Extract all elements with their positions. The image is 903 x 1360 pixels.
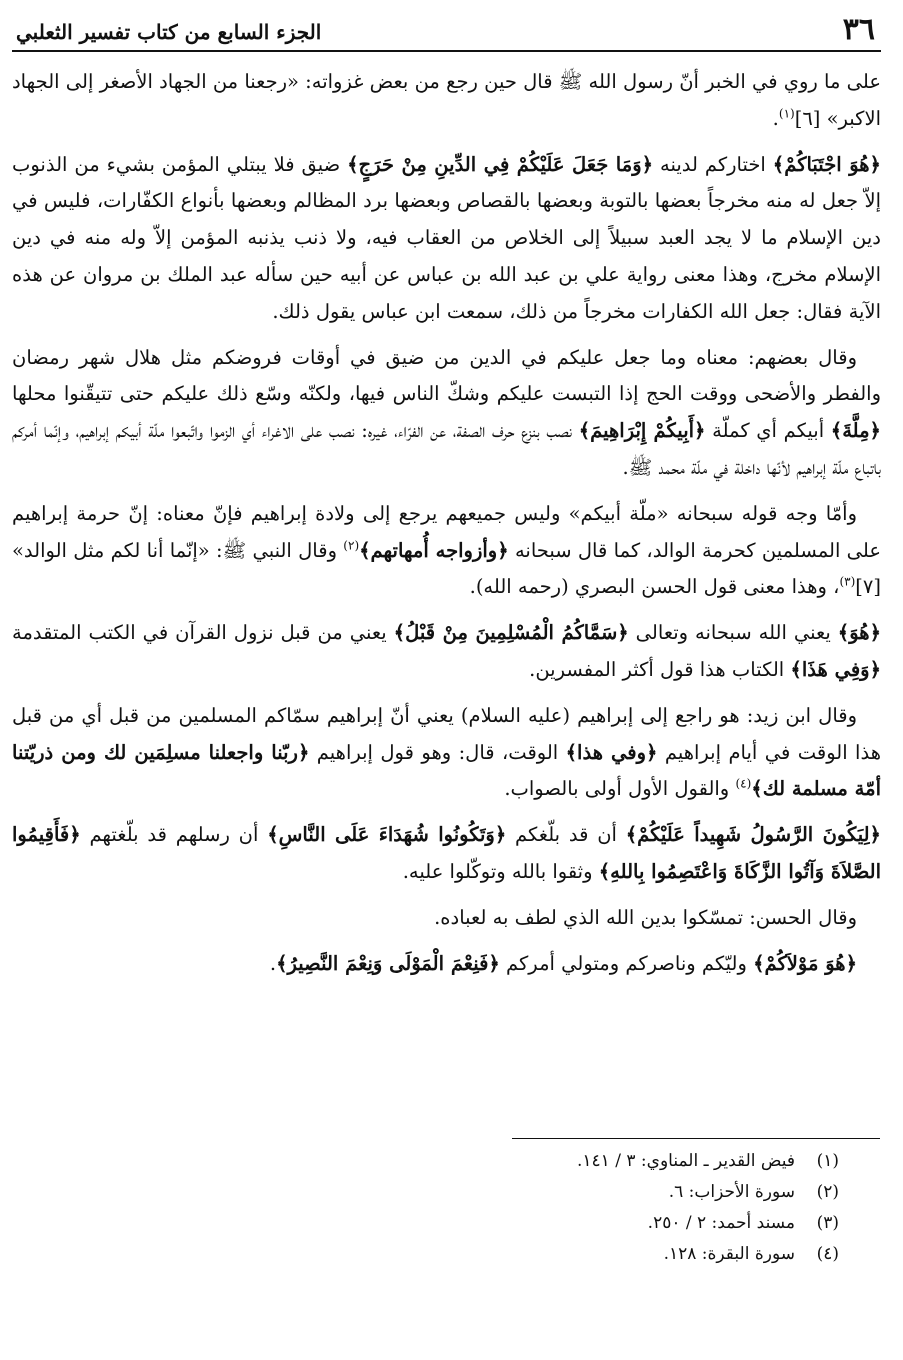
paragraph (12, 946, 881, 983)
text-run: الوقت، قال: وهو قول إبراهيم (309, 740, 566, 764)
quran-quote: ﴿هُوَ﴾ (837, 621, 881, 645)
text-run: وقال ابن زيد: هو راجع إلى إبراهيم (عليه السلام) يعني أنّ إبراهيم سمّاكم المسلمين من قبل أي من قبل هذا الوقت في أيام إبراهيم (12, 703, 881, 764)
quran-quote: ﴿هُوَ مَوْلاَكُمْ﴾ (753, 951, 857, 975)
text-run: نصب بنزع حرف الصفة، عن الفرّاء، غيره: نصب على الاغراء أي الزموا واتّبعوا ملّة أبيكم إبراهيم، وإنّما أمركم باتباع ملّة إبراهيم لأنّها داخلة في ملّة محمد ﷺ. (12, 419, 881, 479)
text-run: وليّكم وناصركم ومتولي أمركم (499, 951, 754, 975)
footnote-number: (٤) (816, 1244, 839, 1264)
paragraph (12, 698, 881, 808)
paragraph (12, 340, 881, 487)
text-run: . (772, 106, 779, 130)
text-run: أبيكم أي كملّة (705, 419, 831, 443)
text-run: والقول الأول أولى بالصواب. (504, 777, 736, 801)
footnote-divider (512, 1138, 880, 1139)
text-run: وثقوا بالله وتوكّلوا عليه. (402, 859, 599, 883)
footnote-number: (٣) (816, 1213, 839, 1233)
paragraph (12, 817, 881, 891)
bold-quote: ﴿ربّنا واجعلنا مسلِمَين لك ومن ذريّتنا أمّة مسلمة لك﴾ (12, 740, 881, 801)
quran-quote: ﴿سَمَّاكُمُ الْمُسْلِمِينَ مِنْ قَبْلُ﴾ (393, 621, 629, 645)
footnotes (300, 1146, 839, 1270)
footnote-ref: (٢) (343, 538, 360, 553)
footnote (300, 1208, 839, 1239)
text-run: ، وهذا معنى قول الحسن البصري (رحمه الله). (469, 575, 840, 599)
paragraph (12, 147, 881, 331)
footnote-ref: (٤) (735, 776, 752, 791)
footnote (300, 1177, 839, 1208)
text-run: اختاركم لدينه (653, 152, 773, 176)
running-title: الجزء السابع من كتاب تفسير الثعلبي (16, 20, 322, 44)
footnote (300, 1146, 839, 1177)
footnote-ref: (١) (778, 106, 795, 121)
footnote-number: (٢) (816, 1182, 839, 1202)
text-run: يعني من قبل نزول القرآن في الكتب المتقدمة (12, 621, 394, 645)
text-run: الكتاب هذا قول أكثر المفسرين. (529, 657, 791, 681)
quran-quote: ﴿فَنِعْمَ الْمَوْلَى وَنِعْمَ النَّصِيرُ﴾ (276, 951, 500, 975)
page-number: ٣٦ (842, 12, 875, 47)
text-run: أن رسلهم قد بلّغتهم (80, 823, 268, 847)
quran-quote: ﴿هُوَ اجْتَبَاكُمْ﴾ (772, 152, 881, 176)
text-run: أن قد بلّغكم (506, 823, 626, 847)
text-run: وقال بعضهم: معناه وما جعل عليكم في الدين من ضيق في أوقات فروضكم مثل هلال شهر رمضان والفطر والأضحى ووقت الحج إذا التبست عليكم وشكّ الناس فيها، ولكنّه وسّع ذلك عليكم حتى تتيقّنوا محلها (12, 345, 881, 406)
quran-quote: ﴿وَفِي هَذَا﴾ (790, 657, 881, 681)
text-run: يعني الله سبحانه وتعالى (628, 621, 838, 645)
quran-quote: ﴿وَمَا جَعَلَ عَلَيْكُمْ فِي الدِّينِ مِنْ حَرَجٍ﴾ (347, 152, 654, 176)
footnote-ref: (٣) (839, 574, 856, 589)
quran-quote: ﴿فَأَقِيمُوا الصَّلاَةَ وَآتُوا الزَّكَاةَ وَاعْتَصِمُوا بِاللهِ﴾ (12, 823, 881, 883)
text-run: وقال النبي ﷺ: «إنّما أنا لكم مثل الوالد» [٧] (12, 538, 881, 599)
footnote-text: سورة الأحزاب: ٦. (668, 1182, 795, 1202)
text-run: وأمّا وجه قوله سبحانه «ملّة أبيكم» وليس جميعهم يرجع إلى ولادة إبراهيم فإنّ معناه: إنّ حرمة إبراهيم على المسلمين كحرمة الوالد، كما قال سبحانه (12, 501, 882, 562)
quran-quote: ﴿لِيَكُونَ الرَّسُولُ شَهِيداً عَلَيْكُمْ﴾ (625, 823, 881, 847)
page-header (12, 6, 881, 52)
quran-quote: ﴿أَبِيكُمْ إِبْرَاهِيمَ﴾ (578, 419, 706, 443)
text-run: وقال الحسن: تمسّكوا بدين الله الذي لطف به لعباده. (434, 905, 857, 929)
bold-quote: ﴿وأزواجه أُمهاتهم﴾ (359, 538, 509, 562)
footnote-text: مسند أحمد: ٢ / ٢٥٠. (647, 1213, 795, 1233)
text-run: ضيق فلا يبتلي المؤمن بشيء من الذنوب إلاّ جعل له منه مخرجاً بعضها بالتوبة وبعضها بالقصاص وبعضها برد المظالم وبعضها بأنواع الكفّارات، فليس في دين الإسلام ما لا يجد العبد سبيلاً إلى الخلاص من العقاب فيه، ولا ذنب يذنبه المؤمن إلاّ وله منه في دين الإسلام مخرج، وهذا معنى رواية علي بن عبد الله بن عباس عن أبيه حين سأله عبد الملك بن مروان عن هذه الآية فقال: جعل الله الكفارات مخرجاً من ذلك، سمعت ابن عباس يقول ذلك. (12, 152, 881, 323)
quran-quote: ﴿وَتَكُونُوا شُهَدَاءَ عَلَى النَّاسِ﴾ (267, 823, 507, 847)
footnote-text: سورة البقرة: ١٢٨. (663, 1244, 795, 1264)
footnote-text: فيض القدير ـ المناوي: ٣ / ١٤١. (577, 1151, 795, 1171)
footnote (300, 1239, 839, 1270)
text-run: . (269, 951, 277, 975)
footnote-number: (١) (816, 1151, 839, 1171)
bold-quote: ﴿وفي هذا﴾ (565, 740, 658, 764)
paragraph (12, 64, 881, 138)
main-text (12, 64, 881, 991)
text-run: على ما روي في الخبر أنّ رسول الله ﷺ قال حين رجع من بعض غزواته: «رجعنا من الجهاد الأصغر إلى الجهاد الاكبر» [٦] (12, 70, 881, 130)
paragraph (12, 496, 881, 606)
paragraph (12, 615, 881, 689)
paragraph (12, 900, 881, 937)
quran-quote: ﴿مِلَّةَ﴾ (830, 419, 881, 443)
